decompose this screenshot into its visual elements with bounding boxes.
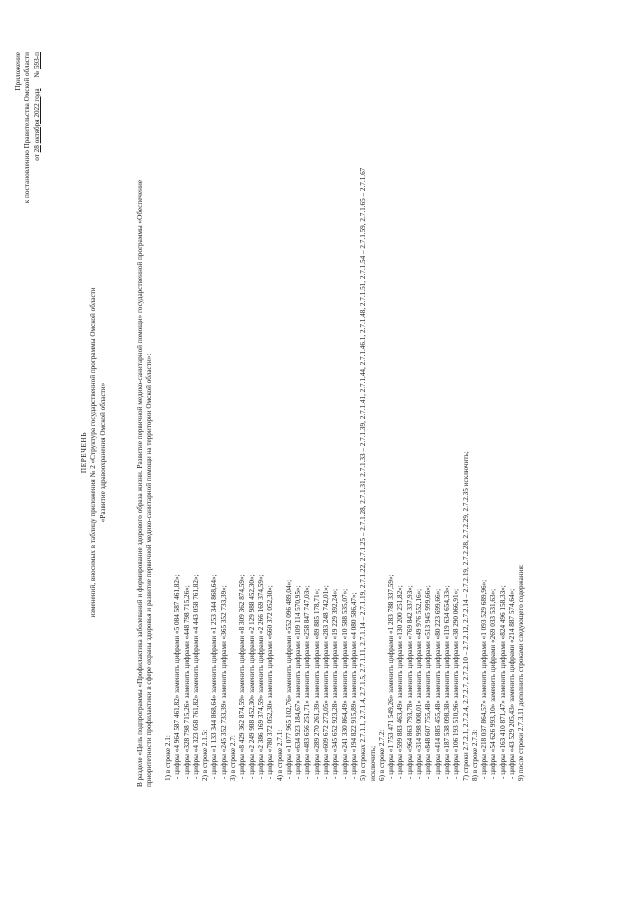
amendment-subitem: - цифры «4 323 058 761,82» заменить цифрами «4 443 058 761,82»; xyxy=(191,574,200,779)
appendix-header xyxy=(14,52,42,203)
amendment-subitem: - цифры «289 270 261,39» заменить цифрами «89 885 178,71»; xyxy=(312,588,321,779)
amendment-subitem: - цифры «43 529 205,43» заменить цифрами «214 887 574,64»; xyxy=(507,588,516,779)
amendment-subitem: - цифры «1 753 471 549,26» заменить цифрами «1 283 788 337,59»; xyxy=(387,574,396,779)
amendment-subitem: - цифры «218 037 864,57» заменить цифрами «1 093 529 689,96»; xyxy=(480,579,489,779)
date-prefix: от xyxy=(32,154,41,161)
amendment-subitem: - цифры «634 923 184,67» заменить цифрами «109 114 570,95»; xyxy=(294,585,303,779)
amendment-subitem: - цифры «54 626 993,10» заменить цифрами «269 033 531,63»; xyxy=(489,588,498,779)
amendment-subitem: - цифры «345 652 923,28» заменить цифрами «19 229 392,24»; xyxy=(331,588,340,779)
amendment-subitem: - цифры «328 798 715,26» заменить цифрами «448 798 715,26»; xyxy=(182,585,191,779)
amendment-item: 1) в строке 2.1: xyxy=(164,735,172,781)
intro-line: В разделе «Цель подпрограммы «Профилактика заболеваний и формирование здорового образа жизни. Развитие первичной медико-санитарной помощи» государственной программы «Обеспечение xyxy=(136,180,144,787)
amendment-item: 9) после строки 2.7.3.11 дополнить строками следующего содержания: xyxy=(517,564,526,781)
amendment-subitem: - цифры «4 964 587 461,82» заменить цифрами «5 084 587 461,82»; xyxy=(173,574,182,779)
amendment-item: 6) в строке 2.7.2: xyxy=(377,729,386,781)
intro-paragraph xyxy=(136,47,155,787)
amendment-item: 7) строки 2.7.2.1, 2.7.2.4, 2.7.2.7, 2.7.2.10 – 2.7.2.12, 2.7.2.14 – 2.7.2.19, 2.7.2.28, 2.7.2.29, 2.7.2.35 исключить; xyxy=(461,451,470,781)
title-block xyxy=(80,0,108,905)
amendment-subitem: - цифры «964 863 793,78» заменить цифрами «769 842 337,93»; xyxy=(405,585,414,779)
amendment-item: 2) в строке 2.1.5: xyxy=(201,729,210,781)
amendment-item: 8) в строке 2.7.3: xyxy=(470,729,479,781)
amendment-subitem: - цифры «245 352 733,39» заменить цифрами «365 352 733,39»; xyxy=(219,585,228,779)
document-heading: ПЕРЕЧЕНЬ xyxy=(80,431,88,474)
amendment-subitem: - цифры «483 656 251,71» заменить цифрами «258 847 747,03»; xyxy=(303,585,312,779)
amendment-subitem: - цифры «106 193 510,96» заменить цифрами «38 290 066,91»; xyxy=(452,588,461,779)
amendment-subitem: - цифры «187 538 098,38» заменить цифрами «119 634 654,33»; xyxy=(442,585,451,779)
amendment-subitem: - цифры «241 330 864,49» заменить цифрами «10 588 535,07»; xyxy=(340,588,349,779)
number-prefix: № xyxy=(32,70,41,78)
amendment-subitem: - цифры «2 249 988 452,30» заменить цифрами «2 129 988 452,30»; xyxy=(247,574,256,779)
amendment-subitem: - цифры «2 386 169 374,59» заменить цифрами «2 266 169 374,59»; xyxy=(256,574,265,779)
amendment-subitem: - цифры «163 410 871,47» заменить цифрами «824 496 158,33»; xyxy=(498,585,507,779)
amendment-subitem: - цифры «599 883 463,49» заменить цифрами «130 200 251,82»; xyxy=(396,585,405,779)
amendment-subitem: - цифры «848 607 755,48» заменить цифрами «513 945 999,66»; xyxy=(424,585,433,779)
heading-line-2: «Развитие здравоохранения Омской области» xyxy=(98,382,107,523)
amendment-subitem: - цифры «314 998 008,01» заменить цифрами «49 976 552,16»; xyxy=(415,588,424,779)
date-month-year: октября 2022 года xyxy=(32,88,41,144)
amendment-item: исключить; xyxy=(368,745,377,781)
amendment-subitem: - цифры «414 885 455,48» заменить цифрами «80 223 699,66»; xyxy=(433,588,442,779)
number-value: 593-п xyxy=(32,52,41,70)
amendment-subitem: - цифры «609 672 273,05» заменить цифрами «283 248 742,01»; xyxy=(322,585,331,779)
amendment-item: 4) в строке 2.7.1: xyxy=(275,729,284,781)
amendment-item: 5) в строках 2.7.1.1, 2.7.1.4, 2.7.1.5, 2.7.1.11, 2.7.1.14 – 2.7.1.19, 2.7.1.22, 2.7.1.25 – 2.7.1.28, 2.7.1.31, 2.7.1.33 – 2.7.1.39, 2.7.1.41, 2.7.1.44, 2.7.1.46.1, 2.7.1.48, 2.7.1.51, 2.7.1.54 – 2.7.1.59, 2.7.1.65 – 2.7.1.67 xyxy=(359,167,368,781)
intro-line: приоритетности профилактики в сфере охраны здоровья и развитие первичной медико-санитарной помощи на территории Омской области»: xyxy=(145,353,154,787)
appendix-decree: к постановлению Правительства Омской области xyxy=(23,52,32,204)
amendment-item: 3) в строке 2.7: xyxy=(229,735,238,781)
amendment-subitem: - цифры «1 077 965 102,76» заменить цифрами «552 096 489,04»; xyxy=(284,579,293,779)
date-day: 28 xyxy=(32,145,41,153)
amendment-subitem: - цифры «780 372 052,30» заменить цифрами «660 372 052,30»; xyxy=(266,585,275,779)
appendix-label: Приложение xyxy=(14,52,22,91)
appendix-date-line xyxy=(33,52,42,203)
amendment-subitem: - цифры «1 133 344 868,64» заменить цифрами «1 253 344 868,64»; xyxy=(210,574,219,779)
heading-line-1: изменений, вносимых в таблицу приложения № 2 «Структура государственной программы Омской области xyxy=(89,287,98,618)
amendment-subitem: - цифры «194 822 915,89» заменить цифрами «4 080 586,47»; xyxy=(349,592,358,779)
amendment-list xyxy=(164,41,527,781)
amendment-subitem: - цифры «8 429 362 874,59» заменить цифрами «8 309 362 874,59»; xyxy=(238,574,247,779)
